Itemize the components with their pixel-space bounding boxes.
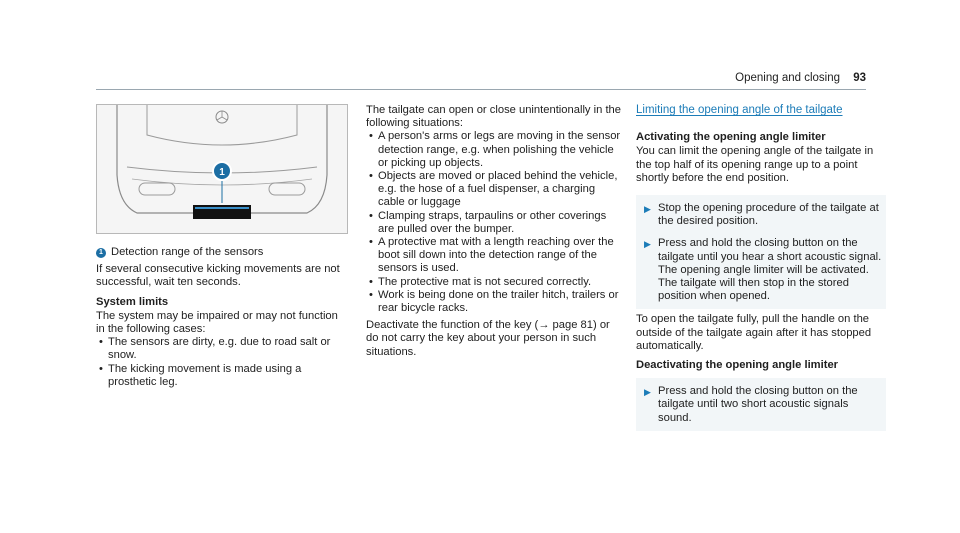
list-item: • The kicking movement is made using a prosthetic leg. xyxy=(96,363,348,389)
sensor-figure xyxy=(96,104,348,234)
list-item: • Clamping straps, tarpaulins or other coverings are pulled over the bumper. xyxy=(366,210,622,236)
deactivate-heading: Deactivating the opening angle limiter xyxy=(636,359,839,372)
step-text: Press and hold the closing button on the tailgate until two short acoustic signals sound. xyxy=(658,385,858,424)
step-item xyxy=(636,202,886,228)
column-middle xyxy=(366,104,622,359)
car-rear-illustration xyxy=(97,105,347,233)
step-arrow-icon: ▶ xyxy=(644,239,651,250)
section-title: Opening and closing xyxy=(735,72,840,84)
step-arrow-icon: ▶ xyxy=(644,204,651,215)
column-left xyxy=(96,104,348,389)
situations-list xyxy=(366,130,622,315)
callout-1-number: 1 xyxy=(219,167,225,178)
step-item xyxy=(636,385,886,425)
activate-text: You can limit the opening angle of the tailgate in the top half of its opening range up to a point shortly before the end position. xyxy=(636,145,874,184)
step-item xyxy=(636,237,886,303)
system-limits-heading: System limits xyxy=(96,295,169,308)
list-item: • A person's arms or legs are moving in the sensor detection range, e.g. when polishing the vehicle or picking up objects. xyxy=(366,130,622,170)
intro-text: The tailgate can open or close unintentionally in the following situations: xyxy=(366,104,621,130)
list-item: • Work is being done on the trailer hitch, trailers or rear bicycle racks. xyxy=(366,289,622,315)
activate-steps xyxy=(636,195,886,309)
list-item: • A protective mat with a length reaching over the boot sill down into the detection range of the sensors is used. xyxy=(366,236,622,276)
header-rule xyxy=(96,89,866,90)
activate-heading: Activating the opening angle limiter xyxy=(636,131,826,144)
step-arrow-icon: ▶ xyxy=(644,387,651,398)
deactivate-note: Deactivate the function of the key (→ page 81) or do not carry the key about your person in such situations. xyxy=(366,319,610,358)
list-item: • Objects are moved or placed behind the vehicle, e.g. the hose of a fuel dispenser, a charging cable or luggage xyxy=(366,170,622,210)
column-right xyxy=(636,104,886,431)
step-text: Press and hold the closing button on the tailgate until you hear a short acoustic signal. The opening angle limiter will be activated. The tailgate will then stop in the stored position when opened. xyxy=(658,237,882,303)
page-number: 93 xyxy=(853,72,866,84)
caption-text: Detection range of the sensors xyxy=(111,246,264,258)
list-item: • The sensors are dirty, e.g. due to road salt or snow. xyxy=(96,336,348,362)
figure-caption xyxy=(96,246,348,259)
deactivate-steps xyxy=(636,378,886,431)
system-limits-list xyxy=(96,336,348,389)
step-text: Stop the opening procedure of the tailgate at the desired position. xyxy=(658,202,879,228)
caption-badge: 1 xyxy=(96,248,106,258)
list-item: • The protective mat is not secured correctly. xyxy=(366,276,622,289)
kick-paragraph: If several consecutive kicking movements are not successful, wait ten seconds. xyxy=(96,263,340,289)
section-heading-link[interactable]: Limiting the opening angle of the tailgate xyxy=(636,104,843,116)
open-fully-text: To open the tailgate fully, pull the handle on the outside of the tailgate again after it has stopped automatically. xyxy=(636,313,872,352)
system-limits-text: The system may be impaired or may not function in the following cases: xyxy=(96,309,338,336)
page-header xyxy=(96,72,866,85)
